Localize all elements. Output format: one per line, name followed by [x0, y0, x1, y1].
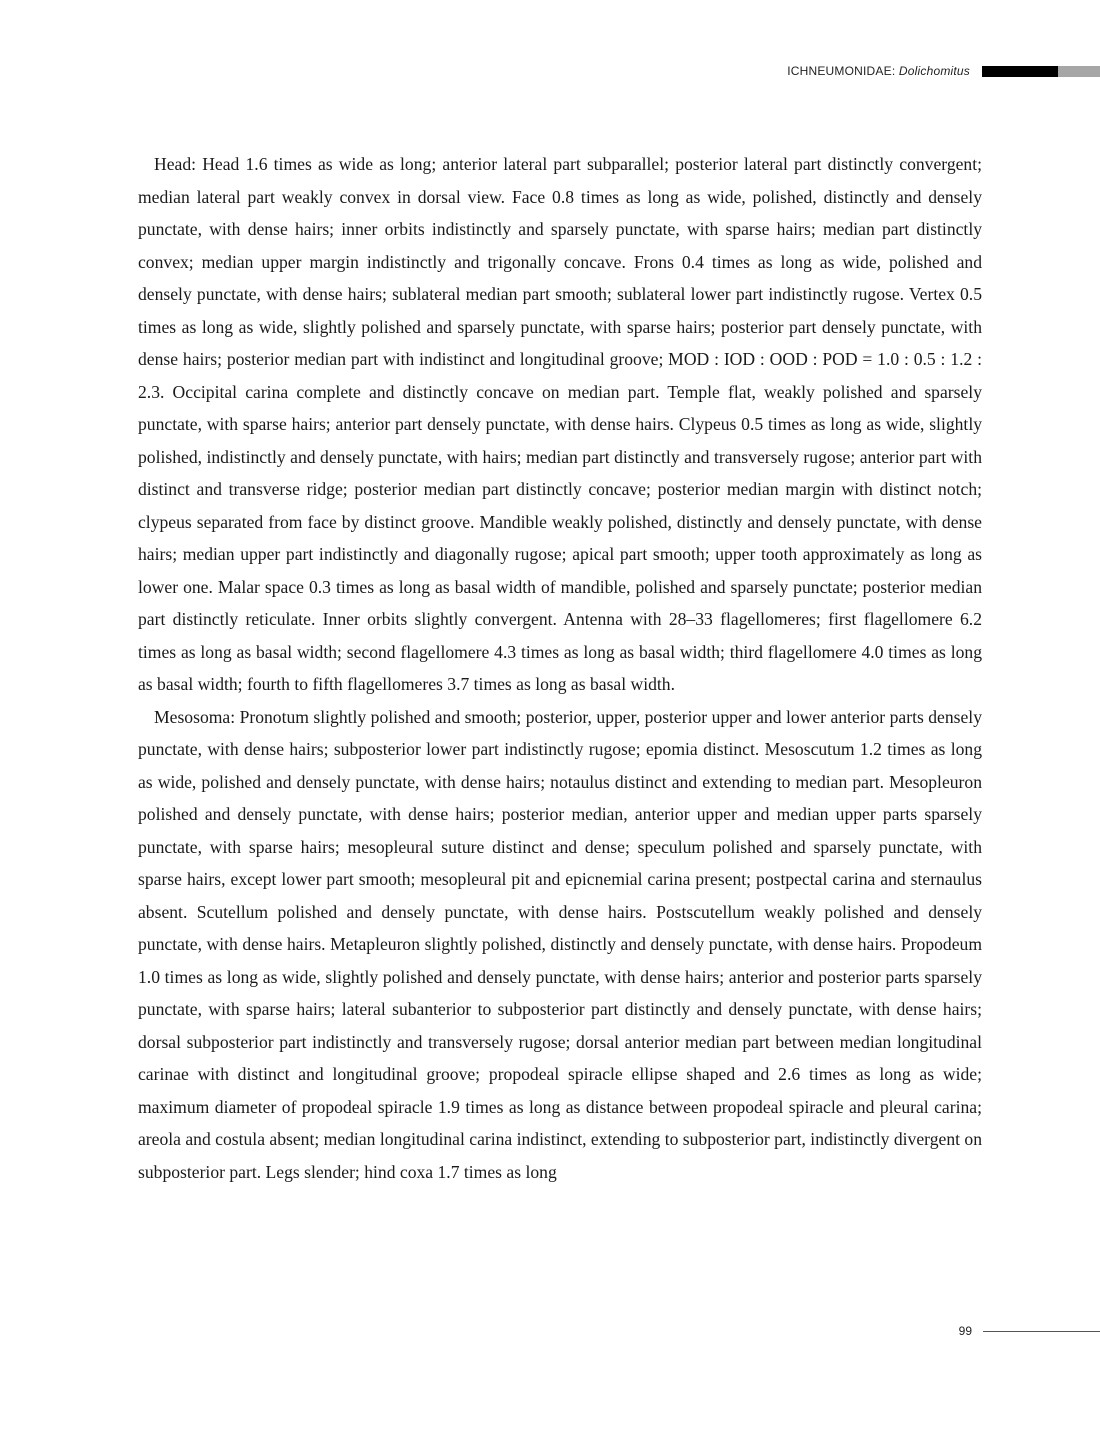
- body-text: [138, 148, 982, 1188]
- paragraph-head: Head: Head 1.6 times as wide as long; anterior lateral part subparallel; posterior lateral part distinctly convergent; median lateral part weakly convex in dorsal view. Face 0.8 times as long as wide, polished, distinctly and densely punctate, with dense hairs; inner orbits indistinctly and sparsely punctate, with sparse hairs; median part distinctly convex; median upper margin indistinctly and trigonally concave. Frons 0.4 times as long as wide, polished and densely punctate, with dense hairs; sublateral median part smooth; sublateral lower part indistinctly rugose. Vertex 0.5 times as long as wide, slightly polished and sparsely punctate, with sparse hairs; posterior part densely punctate, with dense hairs; posterior median part with indistinct and longitudinal groove; MOD : IOD : OOD : POD = 1.0 : 0.5 : 1.2 : 2.3. Occipital carina complete and distinctly concave on median part. Temple flat, weakly polished and sparsely punctate, with sparse hairs; anterior part densely punctate, with dense hairs. Clypeus 0.5 times as long as wide, slightly polished, indistinctly and densely punctate, with hairs; median part distinctly and transversely rugose; anterior part with distinct and transverse ridge; posterior median part distinctly concave; posterior median margin with distinct notch; clypeus separated from face by distinct groove. Mandible weakly polished, distinctly and densely punctate, with dense hairs; median upper part indistinctly and diagonally rugose; apical part smooth; upper tooth approximately as long as lower one. Malar space 0.3 times as long as basal width of mandible, polished and sparsely punctate; posterior median part distinctly reticulate. Inner orbits slightly convergent. Antenna with 28–33 flagellomeres; first flagellomere 6.2 times as long as basal width; second flagellomere 4.3 times as long as basal width; third flagellomere 4.0 times as long as basal width; fourth to fifth flagellomeres 3.7 times as long as basal width.: [138, 154, 982, 694]
- header-genus: Dolichomitus: [898, 64, 970, 78]
- header-family: ICHNEUMONIDAE:: [787, 64, 896, 78]
- header-bar-gray: [1058, 66, 1100, 77]
- footer-rule: [983, 1331, 1100, 1332]
- header-bar-dark: [982, 66, 1058, 77]
- running-header: [787, 64, 970, 78]
- paragraph-mesosoma: Mesosoma: Pronotum slightly polished and smooth; posterior, upper, posterior upper and lower anterior parts densely punctate, with dense hairs; subposterior lower part indistinctly rugose; epomia distinct. Mesoscutum 1.2 times as long as wide, polished and densely punctate, with dense hairs; notaulus distinct and extending to median part. Mesopleuron polished and densely punctate, with dense hairs; posterior median, anterior upper and median upper parts sparsely punctate, with sparse hairs; mesopleural suture distinct and dense; speculum polished and sparsely punctate, with sparse hairs, except lower part smooth; mesopleural pit and epicnemial carina present; postpectal carina and sternaulus absent. Scutellum polished and densely punctate, with dense hairs. Postscutellum weakly polished and densely punctate, with dense hairs. Metapleuron slightly polished, distinctly and densely punctate, with dense hairs. Propodeum 1.0 times as long as wide, slightly polished and densely punctate, with dense hairs; anterior and posterior parts sparsely punctate, with sparse hairs; lateral subanterior to subposterior part distinctly and densely punctate, with dense hairs; dorsal subposterior part indistinctly and transversely rugose; dorsal anterior median part between median longitudinal carinae with distinct and longitudinal groove; propodeal spiracle ellipse shaped and 2.6 times as long as wide; maximum diameter of propodeal spiracle 1.9 times as long as distance between propodeal spiracle and pleural carina; areola and costula absent; median longitudinal carina indistinct, extending to subposterior part, indistinctly divergent on subposterior part. Legs slender; hind coxa 1.7 times as long: [138, 706, 982, 1182]
- page-number: 99: [958, 1324, 972, 1338]
